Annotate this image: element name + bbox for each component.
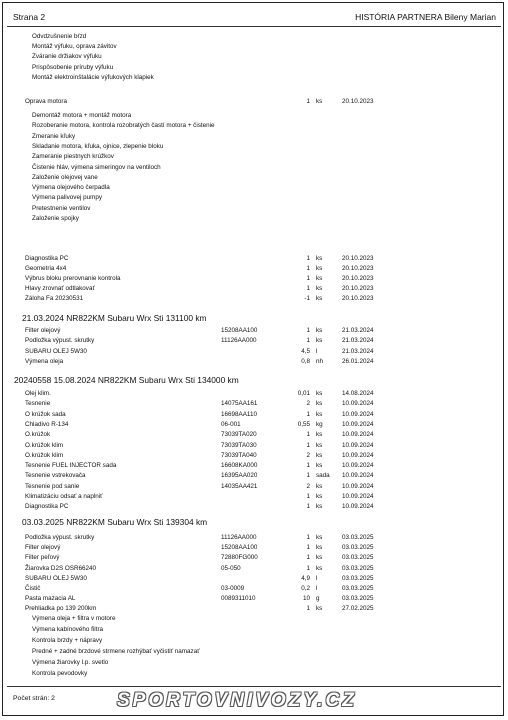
item-description: Tesnenie pod sanie — [25, 482, 80, 490]
item-quantity: 1 — [306, 285, 310, 292]
item-description: Olej klim. — [25, 390, 51, 397]
item-description: O.krúžok klim — [25, 451, 64, 459]
item-code: 15208AA100 — [221, 327, 258, 334]
item-quantity: 1 — [306, 472, 310, 480]
item-unit: l — [316, 585, 318, 592]
watermark-logo: SPORTOVNIVOZY.CZ — [117, 690, 357, 711]
item-unit: ks — [316, 431, 323, 439]
item-code: 72880FG000 — [221, 554, 258, 562]
item-quantity: 1 — [306, 327, 310, 334]
item-quantity: 1 — [306, 337, 310, 345]
item-quantity: 1 — [306, 554, 310, 562]
item-code: 06-001 — [221, 420, 241, 428]
item-quantity: 1 — [306, 462, 310, 470]
work-description-line: Výmena olejového čerpadla — [32, 184, 110, 192]
item-date: 10.09.2024 — [342, 451, 374, 459]
item-date: 27.02.2025 — [342, 605, 374, 613]
item-unit: ks — [316, 534, 323, 541]
item-quantity: 4,9 — [301, 574, 310, 582]
item-code: 14075AA161 — [221, 400, 258, 408]
item-quantity: 1 — [306, 493, 310, 500]
item-quantity: 1 — [306, 275, 310, 282]
work-description-line: Prispôsobenie príruby výfuku — [32, 63, 114, 71]
item-description: Tesnenie vstrekovača — [25, 472, 86, 480]
item-description: Žiarovka D2S OSR66240 — [25, 564, 97, 572]
item-description: Záloha Fa 20230531 — [25, 295, 84, 302]
item-unit: ks — [316, 400, 323, 408]
work-description-line: Kontrola brzdy + nápravy — [32, 637, 103, 644]
service-record-heading: 03.03.2025 NR822KM Subaru Wrx Sti 139304 km — [22, 517, 208, 527]
item-quantity: 1 — [306, 544, 310, 552]
item-description: Čistič — [25, 585, 41, 592]
work-description-line: Demontáž motora + montáž motora — [32, 112, 132, 119]
work-description-line: Čistenie hláv, výmena simeringov na ventiloch — [32, 163, 161, 171]
footer-divider — [7, 686, 501, 687]
item-description: O.krúžok — [25, 431, 51, 439]
item-description: Chladivo R-134 — [25, 420, 69, 428]
item-unit: ks — [316, 605, 323, 613]
item-unit: ks — [316, 462, 323, 470]
item-quantity: 0,55 — [297, 420, 310, 428]
item-description: O.krúžok klim — [25, 441, 64, 449]
item-code: 16395AA020 — [221, 472, 258, 480]
item-description: Oprava motora — [25, 98, 67, 105]
item-quantity: -1 — [304, 295, 310, 302]
item-unit: ks — [316, 482, 323, 490]
item-quantity: 1 — [306, 503, 310, 511]
item-description: Filter olejový — [25, 327, 61, 334]
item-date: 20.10.2023 — [342, 255, 374, 262]
work-description-line: Zmeranie kľuky — [32, 132, 76, 140]
item-quantity: 2 — [306, 482, 310, 490]
item-date: 10.09.2024 — [342, 503, 374, 511]
item-quantity: 1 — [306, 534, 310, 541]
item-description: Hlavy zrovnať odtlakovať — [25, 285, 95, 292]
item-date: 10.09.2024 — [342, 441, 374, 449]
item-unit: ks — [316, 285, 323, 292]
work-description-line: Montáž výfuku, oprava závitov — [32, 43, 117, 51]
work-description-line: Zváranie držiakov výfuku — [32, 53, 102, 61]
item-date: 03.03.2025 — [342, 554, 374, 562]
item-date: 21.03.2024 — [342, 337, 374, 345]
item-code: 11126AA000 — [221, 337, 257, 345]
item-unit: ks — [316, 564, 323, 572]
item-code: 73039TA030 — [221, 441, 257, 449]
item-code: 05-050 — [221, 564, 241, 572]
service-record-heading: 21.03.2024 NR822KM Subaru Wrx Sti 131100 km — [22, 313, 207, 323]
item-date: 10.09.2024 — [342, 400, 374, 408]
item-unit: ks — [316, 327, 323, 334]
item-date: 03.03.2025 — [342, 585, 374, 592]
item-code: 73039TA020 — [221, 431, 257, 439]
work-description-line: Kontrola pevodovky — [32, 670, 88, 677]
item-description: SUBARU OLEJ 5W30 — [25, 347, 87, 355]
item-unit: l — [316, 574, 318, 582]
work-description-line: Odvdzušnenie bŕzd — [32, 33, 87, 40]
item-unit: ks — [316, 295, 323, 302]
item-code: 14035AA421 — [221, 482, 258, 490]
work-description-line: Skladanie motora, kľuka, ojnice, zlepenie bloku — [32, 142, 164, 150]
work-description-line: Založenie olejovej vane — [32, 173, 98, 181]
item-code: 0089311010 — [221, 595, 256, 603]
work-description-line: Montáž elektroinštalácie výfukových klapiek — [32, 73, 154, 81]
item-date: 10.09.2024 — [342, 462, 374, 470]
item-description: Klimatizáciu odsať a naplniť — [25, 493, 103, 500]
item-description: O krúžok sada — [25, 410, 66, 418]
item-date: 26.01.2024 — [342, 357, 374, 365]
service-record-heading: 20240558 15.08.2024 NR822KM Subaru Wrx Sti 134000 km — [14, 375, 239, 385]
item-date: 03.03.2025 — [342, 564, 374, 572]
item-date: 10.09.2024 — [342, 431, 374, 439]
item-date: 03.03.2025 — [342, 595, 374, 603]
item-unit: ks — [316, 98, 323, 105]
item-unit: l — [316, 347, 318, 355]
item-description: Podložka výpust. skrutky — [25, 337, 95, 345]
item-unit: ks — [316, 503, 323, 511]
work-description-line: Výmena palivovej pumpy — [32, 194, 103, 202]
item-quantity: 2 — [306, 400, 310, 408]
work-description-line: Výmena kabínového filtra — [32, 626, 104, 633]
item-quantity: 1 — [306, 255, 310, 262]
item-unit: ks — [316, 544, 323, 552]
item-date: 10.09.2024 — [342, 482, 374, 490]
item-unit: sada — [316, 472, 330, 480]
item-date: 20.10.2023 — [342, 295, 374, 302]
item-quantity: 1 — [306, 265, 310, 272]
document-title: HISTÓRIA PARTNERA Bileny Marian — [355, 12, 496, 22]
item-code: 11126AA000 — [221, 534, 257, 541]
item-date: 20.10.2023 — [342, 98, 374, 105]
header-divider — [7, 26, 501, 27]
item-date: 03.03.2025 — [342, 544, 374, 552]
item-description: Filter olejový — [25, 544, 61, 552]
item-unit: ks — [316, 493, 323, 500]
item-unit: kg — [316, 420, 323, 428]
work-description-line: Výmena žiarovky l.p. svetlo — [32, 659, 109, 666]
item-quantity: 10 — [302, 595, 310, 603]
item-unit: ks — [316, 265, 323, 272]
page-label: Strana 2 — [13, 12, 46, 22]
work-description-line: Predné + zadné brzdové strmene rozhýbať vyčistiť namazať — [32, 648, 200, 655]
item-date: 10.09.2024 — [342, 472, 374, 480]
item-unit: ks — [316, 390, 323, 397]
work-description-line: Založenie spojky — [32, 215, 79, 222]
item-unit: ks — [316, 337, 323, 345]
item-date: 20.10.2023 — [342, 275, 374, 282]
item-date: 10.09.2024 — [342, 410, 374, 418]
item-quantity: 4,5 — [301, 347, 310, 355]
item-quantity: 2 — [306, 451, 310, 459]
item-description: Výmena oleja — [25, 357, 64, 365]
item-quantity: 1 — [306, 564, 310, 572]
item-code: 15208AA100 — [221, 544, 258, 552]
page-count: Počet strán: 2 — [13, 695, 55, 702]
item-description: Pasta mazacia AL — [25, 595, 76, 603]
item-code: 73039TA040 — [221, 451, 257, 459]
item-unit: ks — [316, 441, 323, 449]
item-quantity: 0,8 — [301, 357, 310, 365]
item-unit: g — [316, 595, 320, 603]
item-unit: nh — [316, 357, 324, 365]
item-code: 16698AA110 — [221, 410, 257, 418]
item-date: 21.03.2024 — [342, 327, 374, 334]
item-code: 16608KA000 — [221, 462, 258, 470]
item-description: Diagnostika PC — [25, 255, 69, 262]
item-description: Tesnenie FUEL INJECTOR sada — [25, 462, 117, 470]
item-description: Filter peľový — [25, 554, 60, 562]
item-quantity: 1 — [306, 98, 310, 105]
item-code: 03-0009 — [221, 585, 245, 592]
work-description-line: Výmena oleja + filtra v motore — [32, 615, 116, 622]
item-date: 20.10.2023 — [342, 265, 374, 272]
item-description: Diagnostika PC — [25, 503, 69, 511]
item-unit: ks — [316, 451, 323, 459]
item-date: 21.03.2024 — [342, 347, 374, 355]
work-description-line: Rozoberanie motora, kontrola rozobratých častí motora + čistenie — [32, 122, 215, 130]
item-quantity: 1 — [306, 605, 310, 613]
item-quantity: 0,01 — [297, 390, 310, 397]
work-description-line: Zameranie piestnych krúžkov — [32, 153, 114, 161]
item-quantity: 1 — [306, 410, 310, 418]
work-description-line: Pretestnenie ventilov — [32, 204, 91, 212]
item-date: 10.09.2024 — [342, 493, 374, 500]
item-quantity: 1 — [306, 431, 310, 439]
item-description: Tesnenie — [25, 400, 51, 408]
item-unit: ks — [316, 410, 323, 418]
item-date: 10.09.2024 — [342, 420, 374, 428]
item-quantity: 0,2 — [301, 585, 310, 592]
item-description: Podložka výpust. skrutky — [25, 534, 95, 541]
item-date: 03.03.2025 — [342, 574, 374, 582]
item-description: Geometria 4x4 — [25, 265, 67, 272]
item-quantity: 1 — [306, 441, 310, 449]
item-description: Prehliadka po 139 200km — [25, 605, 97, 613]
item-description: Výbrus bloku prerovnanie kontrola — [25, 275, 121, 282]
item-unit: ks — [316, 554, 323, 562]
item-description: SUBARU OLEJ 5W30 — [25, 574, 87, 582]
item-date: 20.10.2023 — [342, 285, 374, 292]
item-unit: ks — [316, 255, 323, 262]
item-date: 14.08.2024 — [342, 390, 374, 397]
item-unit: ks — [316, 275, 323, 282]
item-date: 03.03.2025 — [342, 534, 374, 541]
